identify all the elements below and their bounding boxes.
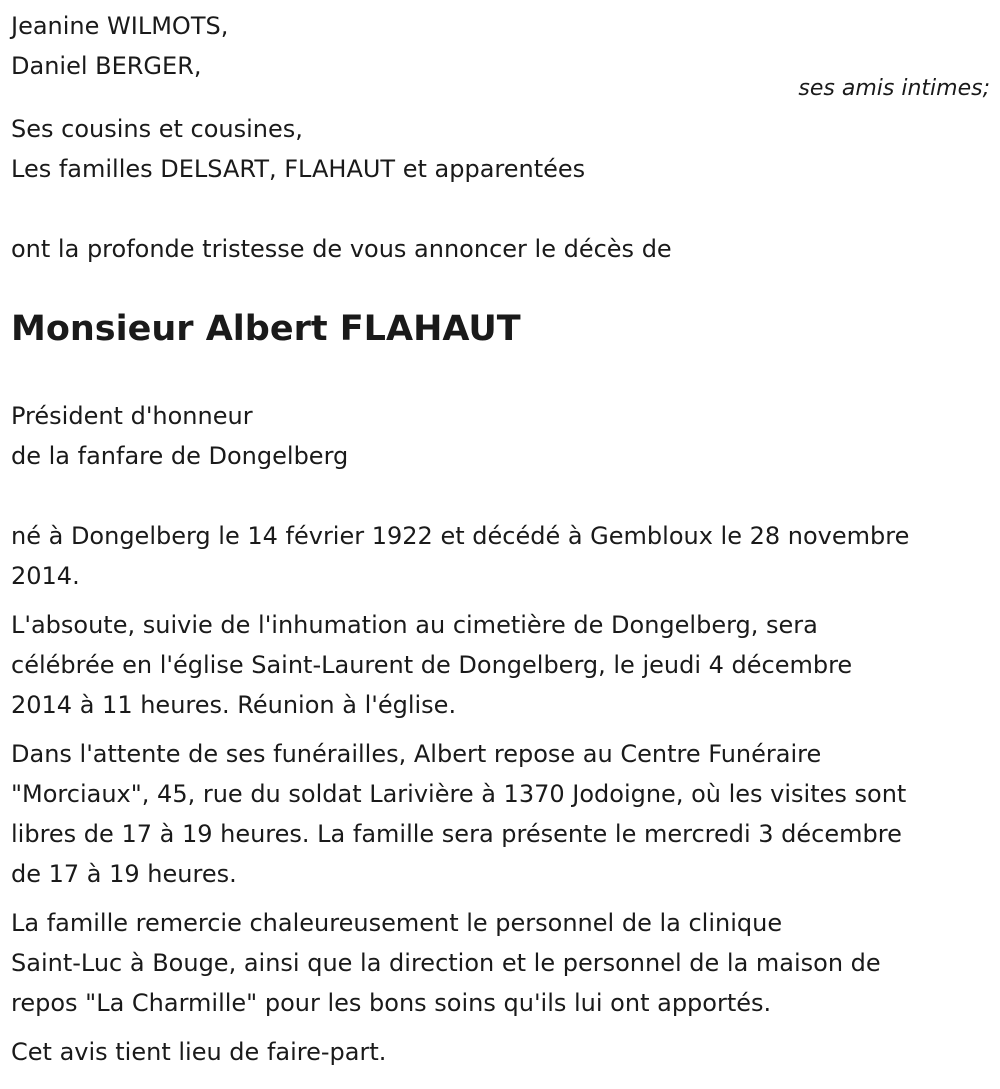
notice-body bbox=[11, 516, 991, 1081]
paragraph-line: célébrée en l'église Saint-Laurent de Dongelberg, le jeudi 4 décembre bbox=[11, 651, 853, 679]
friend-name: Jeanine WILMOTS, bbox=[11, 12, 229, 40]
deceased-name: Monsieur Albert FLAHAUT bbox=[11, 309, 521, 349]
thanks-paragraph bbox=[11, 903, 991, 1023]
paragraph-line: "Morciaux", 45, rue du soldat Larivière à 1370 Jodoigne, où les visites sont bbox=[11, 780, 907, 808]
closing-paragraph bbox=[11, 1032, 991, 1072]
paragraph-line: 2014 à 11 heures. Réunion à l'église. bbox=[11, 691, 457, 719]
deceased-role bbox=[11, 396, 348, 476]
paragraph-line: L'absoute, suivie de l'inhumation au cimetière de Dongelberg, sera bbox=[11, 611, 818, 639]
friends-list bbox=[11, 6, 228, 86]
paragraph-line: libres de 17 à 19 heures. La famille sera présente le mercredi 3 décembre bbox=[11, 820, 902, 848]
friends-tag: ses amis intimes; bbox=[798, 76, 990, 101]
paragraph-line: Saint-Luc à Bouge, ainsi que la direction et le personnel de la maison de bbox=[11, 949, 881, 977]
funeral-paragraph bbox=[11, 605, 991, 725]
cousins-list bbox=[11, 109, 585, 189]
role-line: Président d'honneur bbox=[11, 402, 253, 430]
paragraph-line: Cet avis tient lieu de faire-part. bbox=[11, 1038, 387, 1066]
paragraph-line: né à Dongelberg le 14 février 1922 et décédé à Gembloux le 28 novembre bbox=[11, 522, 910, 550]
paragraph-line: La famille remercie chaleureusement le personnel de la clinique bbox=[11, 909, 783, 937]
paragraph-line: Dans l'attente de ses funérailles, Albert repose au Centre Funéraire bbox=[11, 740, 822, 768]
role-line: de la fanfare de Dongelberg bbox=[11, 442, 349, 470]
announcement bbox=[11, 229, 672, 269]
birth-death-paragraph bbox=[11, 516, 991, 596]
paragraph-line: repos "La Charmille" pour les bons soins qu'ils lui ont apportés. bbox=[11, 989, 772, 1017]
announcement-text: ont la profonde tristesse de vous annoncer le décès de bbox=[11, 235, 672, 263]
friend-name: Daniel BERGER, bbox=[11, 52, 202, 80]
cousins-line: Ses cousins et cousines, bbox=[11, 115, 303, 143]
visitation-paragraph bbox=[11, 734, 991, 894]
paragraph-line: de 17 à 19 heures. bbox=[11, 860, 237, 888]
paragraph-line: 2014. bbox=[11, 562, 80, 590]
cousins-line: Les familles DELSART, FLAHAUT et apparentées bbox=[11, 155, 586, 183]
